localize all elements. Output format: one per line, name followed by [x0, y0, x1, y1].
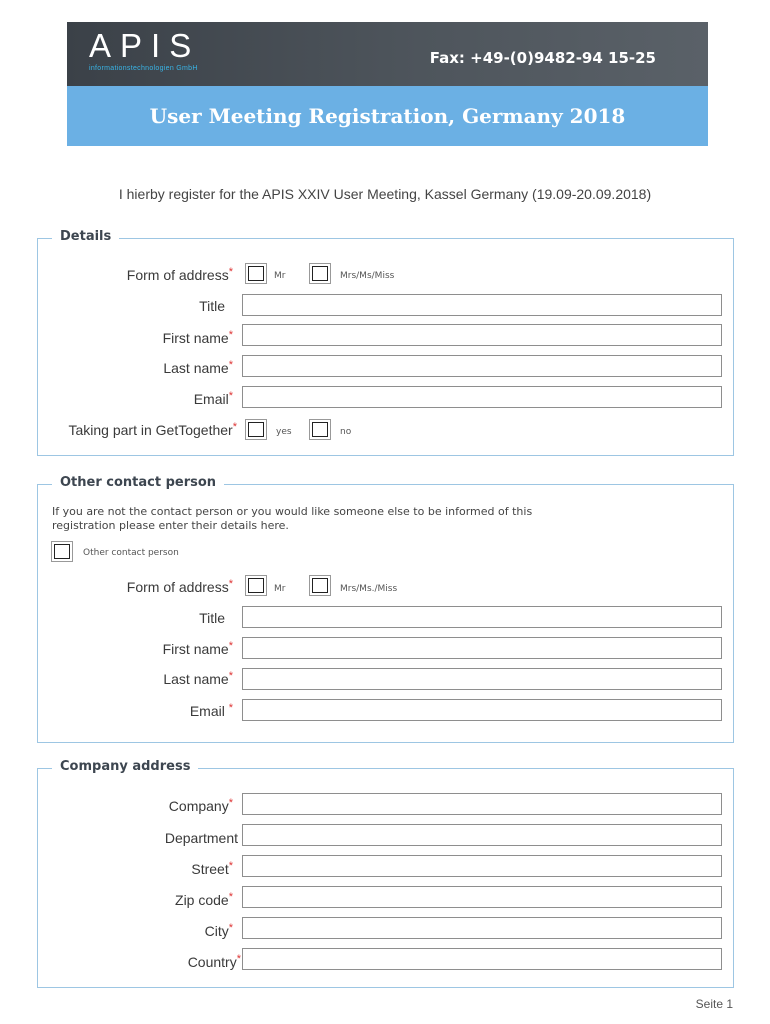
page-title: User Meeting Registration, Germany 2018 — [149, 104, 626, 128]
other-form-of-address-label: Form of address* — [126, 578, 233, 595]
email-input[interactable] — [242, 386, 722, 408]
other-email-label: Email * — [189, 702, 233, 719]
mrs-checkbox[interactable] — [309, 263, 331, 284]
street-label: Street* — [191, 860, 233, 877]
other-mr-label: Mr — [274, 584, 286, 594]
country-input[interactable] — [242, 948, 722, 970]
fax-number: Fax: +49-(0)9482-94 15-25 — [429, 49, 656, 67]
details-legend: Details — [52, 229, 119, 244]
last-name-label: Last name* — [163, 359, 233, 376]
company-input[interactable] — [242, 793, 722, 815]
other-last-name-input[interactable] — [242, 668, 722, 690]
mrs-label: Mrs/Ms/Miss — [340, 271, 395, 281]
zip-code-input[interactable] — [242, 886, 722, 908]
form-of-address-label: Form of address* — [126, 266, 233, 283]
company-address-legend: Company address — [52, 759, 198, 774]
email-label: Email* — [193, 390, 233, 407]
no-label: no — [340, 427, 352, 437]
other-title-input[interactable] — [242, 606, 722, 628]
other-first-name-input[interactable] — [242, 637, 722, 659]
other-title-label: Title — [199, 610, 225, 626]
intro-text: I hierby register for the APIS XXIV User Meeting, Kassel Germany (19.09-20.09.2018) — [118, 186, 652, 202]
other-mrs-label: Mrs/Ms./Miss — [340, 584, 398, 594]
logo-subtitle: informationstechnologien GmbH — [89, 65, 198, 72]
other-first-name-label: First name* — [162, 640, 233, 657]
other-contact-section — [37, 475, 734, 743]
header-banner — [67, 22, 708, 86]
zip-code-label: Zip code* — [175, 891, 233, 908]
details-section — [37, 229, 734, 456]
title-banner — [67, 86, 708, 146]
other-contact-checkbox[interactable] — [51, 541, 73, 562]
country-label: Country* — [187, 953, 241, 970]
other-email-input[interactable] — [242, 699, 722, 721]
title-input[interactable] — [242, 294, 722, 316]
city-label: City* — [204, 922, 233, 939]
get-together-no-checkbox[interactable] — [309, 419, 331, 440]
other-mrs-checkbox[interactable] — [309, 575, 331, 596]
first-name-label: First name* — [162, 329, 233, 346]
page-number: Seite 1 — [695, 997, 733, 1011]
street-input[interactable] — [242, 855, 722, 877]
apis-logo: APIS — [89, 27, 201, 64]
get-together-label: Taking part in GetTogether* — [68, 421, 237, 438]
department-label: Department — [164, 830, 238, 846]
mr-checkbox[interactable] — [245, 263, 267, 284]
company-label: Company* — [168, 797, 233, 814]
title-label: Title — [199, 298, 225, 314]
other-last-name-label: Last name* — [163, 670, 233, 687]
department-input[interactable] — [242, 824, 722, 846]
company-address-section — [37, 759, 734, 988]
other-contact-note: If you are not the contact person or you would like someone else to be informed of this registration please enter their details here. — [52, 505, 533, 532]
other-contact-checkbox-label: Other contact person — [83, 548, 179, 558]
get-together-yes-checkbox[interactable] — [245, 419, 267, 440]
last-name-input[interactable] — [242, 355, 722, 377]
other-contact-legend: Other contact person — [52, 475, 224, 490]
first-name-input[interactable] — [242, 324, 722, 346]
other-mr-checkbox[interactable] — [245, 575, 267, 596]
city-input[interactable] — [242, 917, 722, 939]
mr-label: Mr — [274, 271, 286, 281]
yes-label: yes — [276, 427, 292, 437]
